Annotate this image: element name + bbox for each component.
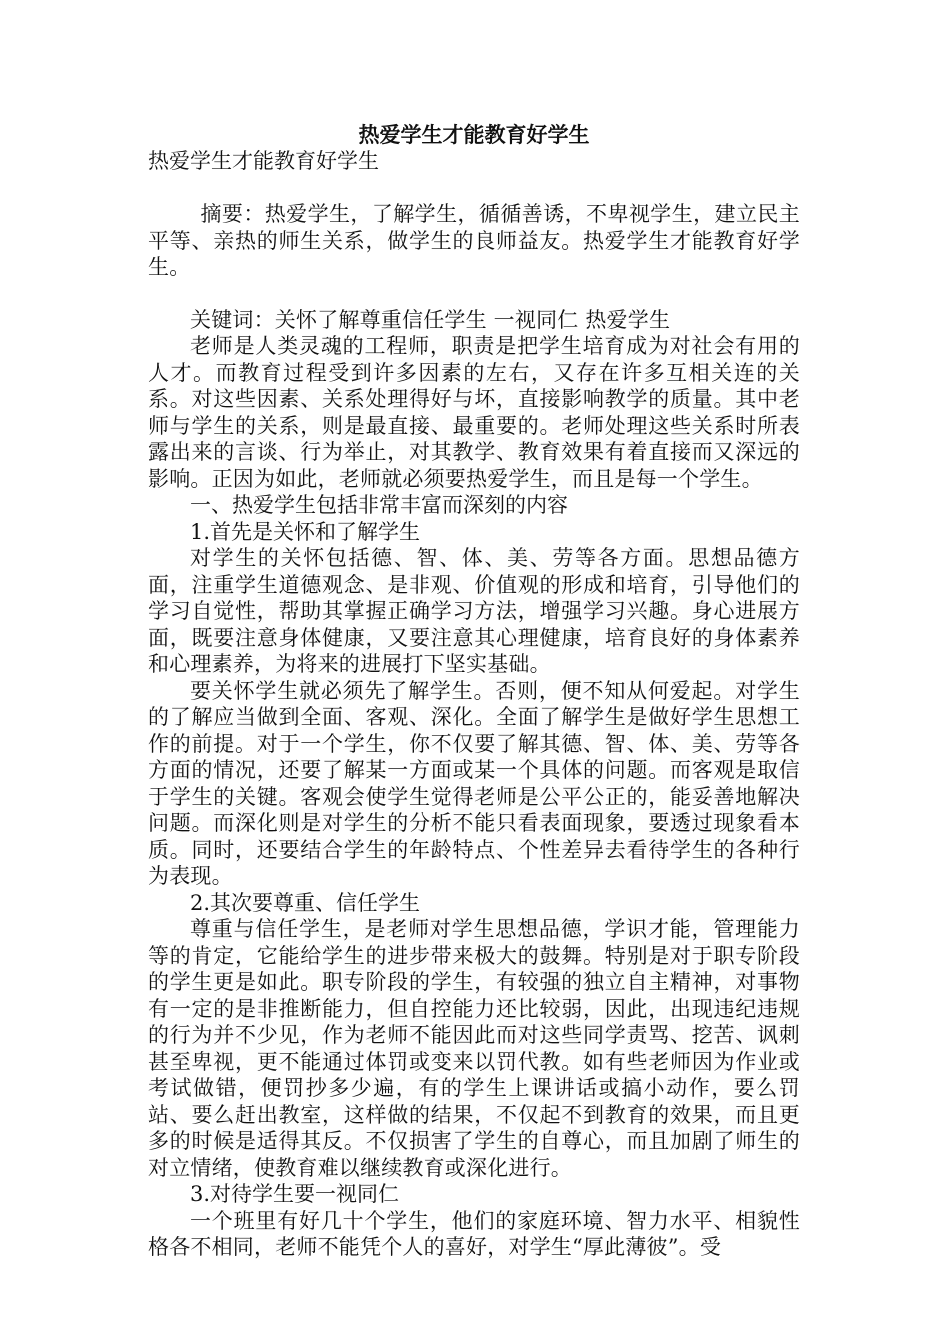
subsection-2-heading: 2.其次要尊重、信任学生 bbox=[190, 890, 421, 915]
subsection-1-paragraph-1: 对学生的关怀包括德、智、体、美、劳等各方面。思想品德方面，注重学生道德观念、是非观、价值观的形成和培育，引导他们的学习自觉性，帮助其掌握正确学习方法，增强学习兴趣。身心进展方面，既要注意身体健康，又要注意其心理健康，培育良好的身体素养和心理素养，为将来的进展打下坚实基础。 bbox=[148, 546, 800, 676]
document-page bbox=[148, 122, 800, 1261]
subsection-3-paragraph-1: 一个班里有好几十个学生，他们的家庭环境、智力水平、相貌性格各不相同，老师不能凭个人的喜好，对学生“厚此薄彼”。受 bbox=[148, 1208, 800, 1259]
subsection-2-paragraph-1: 尊重与信任学生，是老师对学生思想品德，学识才能，管理能力等的肯定，它能给学生的进步带来极大的鼓舞。特别是对于职专阶段的学生更是如此。职专阶段的学生，有较强的独立自主精神，对事物有一定的是非推断能力，但自控能力还比较弱，因此，出现违纪违规的行为并不少见，作为老师不能因此而对这些同学责骂、挖苦、讽刺甚至卑视，更不能通过体罚或变来以罚代教。如有些老师因为作业或考试做错，便罚抄多少遍，有的学生上课讲话或搞小动作，要么罚站、要么赶出教室，这样做的结果，不仅起不到教育的效果，而且更多的时候是适得其反。不仅损害了学生的自尊心，而且加剧了师生的对立情绪，使教育难以继续教育或深化进行。 bbox=[148, 917, 800, 1180]
document-subtitle: 热爱学生才能教育好学生 bbox=[148, 149, 379, 173]
section-1-heading: 一、热爱学生包括非常丰富而深刻的内容 bbox=[190, 493, 568, 517]
intro-paragraph: 老师是人类灵魂的工程师，职责是把学生培育成为对社会有用的人才。而教育过程受到许多因素的左右，又存在许多互相关连的关系。对这些因素、关系处理得好与坏，直接影响教学的质量。其中老师与学生的关系，则是最直接、最重要的。老师处理这些关系时所表露出来的言谈、行为举止，对其教学、教育效果有着直接而又深远的影响。正因为如此，老师就必须要热爱学生，而且是每一个学生。 bbox=[148, 334, 800, 491]
document-title: 热爱学生才能教育好学生 bbox=[358, 122, 590, 147]
subsection-1-heading: 1.首先是关怀和了解学生 bbox=[190, 519, 421, 544]
keywords-line: 关键词：关怀了解尊重信任学生 一视同仁 热爱学生 bbox=[190, 307, 671, 332]
subsection-3-heading: 3.对待学生要一视同仁 bbox=[190, 1182, 400, 1206]
abstract-paragraph: 摘要：热爱学生，了解学生，循循善诱，不卑视学生，建立民主平等、亲热的师生关系，做学生的良师益友。热爱学生才能教育好学生。 bbox=[148, 202, 800, 279]
subsection-1-paragraph-2: 要关怀学生就必须先了解学生。否则，便不知从何爱起。对学生的了解应当做到全面、客观、深化。全面了解学生是做好学生思想工作的前提。对于一个学生，你不仅要了解其德、智、体、美、劳等各方面的情况，还要了解某一方面或某一个具体的问题。而客观是取信于学生的关键。客观会使学生觉得老师是公平公正的，能妥善地解决问题。而深化则是对学生的分析不能只看表面现象，要透过现象看本质。同时，还要结合学生的年龄特点、个性差异去看待学生的各种行为表现。 bbox=[148, 678, 800, 888]
